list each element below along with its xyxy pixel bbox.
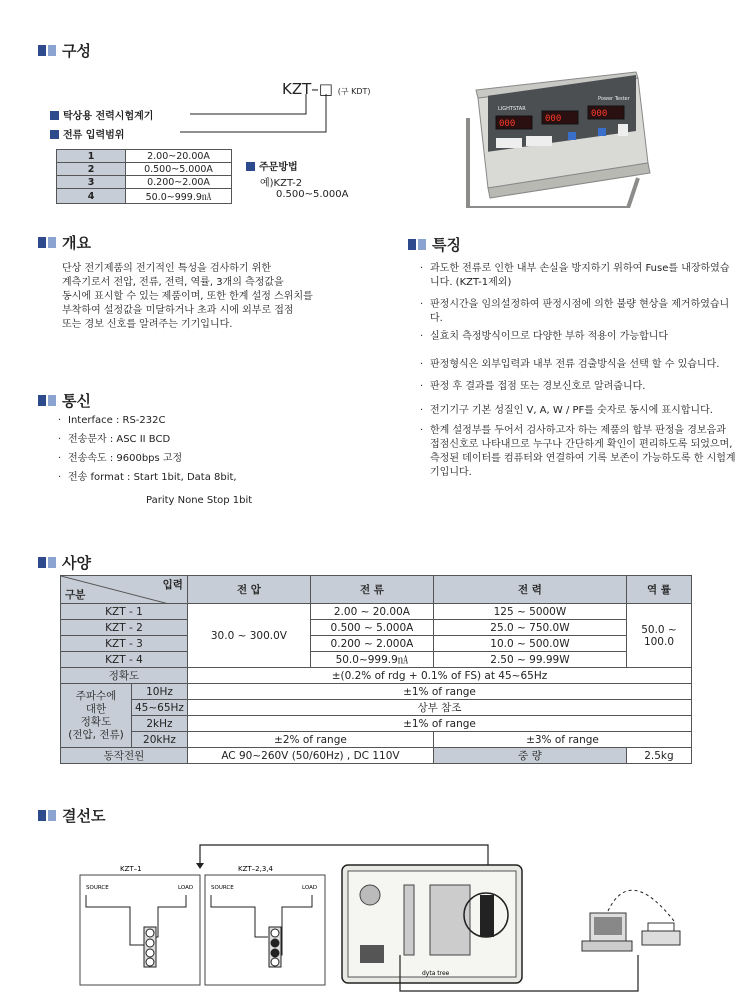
printer-icon: [642, 931, 680, 945]
freq-label-cell: 주파수에 대한 정확도 (전압, 전류): [61, 684, 132, 748]
source-text: SOURCE: [211, 885, 234, 891]
comm-list: [58, 414, 358, 485]
square-bullet-icon: [48, 557, 56, 568]
table-row: 20kHz ±2% of range ±3% of range: [61, 732, 692, 748]
order-example: 예)KZT-2: [260, 178, 303, 189]
box-bullet-icon: [50, 111, 59, 120]
table-row: 1 2.00~20.00A: [57, 150, 232, 163]
section-title-overview: 개요: [38, 232, 91, 253]
list-item: · 판정 후 결과를 접점 또는 경보신호로 알려줍니다.: [420, 380, 736, 394]
table-row: 동작전원 AC 90~260V (50/60Hz) , DC 110V 중 량 2.5kg: [61, 748, 692, 764]
device-photo: [458, 58, 658, 208]
features-list: [420, 262, 736, 485]
overview-text: 단상 전기제품의 전기적인 특성을 검사하기 위한 계측기로서 전압, 전류, 전력, 역률, 3개의 측정값을 동시에 표시할 수 있는 제품이며, 또한 한계 설정 스위치를 부착하여 설정값을 미달하거나 초과 시에 외부로 접점 또는 경보 신호를 알려주는 기기입니다.: [62, 263, 313, 330]
display-1: 000: [499, 119, 516, 129]
display-3: 000: [591, 109, 608, 119]
display-2: 000: [545, 114, 562, 124]
list-item: · Interface : RS-232C: [58, 414, 358, 428]
list-item: · 한계 설정부를 두어서 검사하고자 하는 제품의 합부 판정을 경보음과 접점신호로 나타내므로 누구나 간단하게 확인이 편리하도록 되었으며, 측정된 데이터를 컴퓨터와 연결하여 기록 보존이 가능하도록 한 시험계기입니다.: [420, 424, 736, 480]
list-item: · 전송문자 : ASC II BCD: [58, 433, 358, 447]
table-row: 2kHz ±1% of range: [61, 716, 692, 732]
table-row: 3 0.200~2.00A: [57, 176, 232, 189]
corner-cell: 입력 구분: [61, 576, 188, 604]
table-row: 주파수에 대한 정확도 (전압, 전류) 10Hz ±1% of range: [61, 684, 692, 700]
square-bullet-icon: [38, 237, 46, 248]
spec-table: [60, 575, 692, 764]
load-text: LOAD: [302, 885, 318, 891]
square-bullet-icon: [38, 810, 46, 821]
list-item: · 판정형식은 외부입력과 내부 전류 검출방식을 선택 할 수 있습니다.: [420, 358, 736, 372]
wiring-diagram: [70, 835, 730, 995]
source-text: SOURCE: [86, 885, 109, 891]
device-name-text: Power Tester: [598, 96, 630, 102]
square-bullet-icon: [48, 810, 56, 821]
list-item: · 전송속도 : 9600bps 고정: [58, 452, 358, 466]
square-bullet-icon: [38, 395, 46, 406]
square-bullet-icon: [48, 45, 56, 56]
list-item: · 전송 format : Start 1bit, Data 8bit,: [58, 471, 358, 485]
square-bullet-icon: [38, 557, 46, 568]
list-item: · 실효치 측정방식이므로 다양한 부하 적용이 가능합니다: [420, 330, 736, 344]
square-bullet-icon: [418, 239, 426, 250]
section-title-features: 특징: [408, 234, 461, 255]
model-code: KZT–□ (구 KDT): [282, 80, 371, 98]
device-brand-text: LIGHTSTAR: [498, 106, 526, 112]
square-bullet-icon: [48, 395, 56, 406]
range-table: [56, 149, 232, 204]
section-title-comm: 통신: [38, 390, 91, 411]
leader-lines: [180, 92, 330, 142]
comm-item-cont: Parity None Stop 1bit: [146, 495, 253, 506]
square-bullet-icon: [408, 239, 416, 250]
range-label: 전류 입력범위: [50, 126, 124, 141]
square-bullet-icon: [38, 45, 46, 56]
table-row: 정확도 ±(0.2% of rdg + 0.1% of FS) at 45~65Hz: [61, 668, 692, 684]
section-title-composition: 구성: [38, 40, 91, 61]
square-bullet-icon: [48, 237, 56, 248]
box2-label: KZT–2,3,4: [238, 865, 273, 873]
list-item: · 과도한 전류로 인한 내부 손실을 방지하기 위하여 Fuse를 내장하였습니다. (KZT-1제외): [420, 262, 736, 290]
table-row: 4 50.0~999.9㎁: [57, 189, 232, 204]
table-row: KZT - 4 50.0~999.9㎁ 2.50 ~ 99.99W: [61, 652, 692, 668]
section-title-spec: 사양: [38, 552, 91, 573]
list-item: · 판정시간을 임의설정하여 판정시점에 의한 불량 현상을 제거하였습니다.: [420, 298, 736, 326]
box-bullet-icon: [50, 130, 59, 139]
table-row: 입력 구분 전 압 전 류 전 력 역 률: [61, 576, 692, 604]
box1-label: KZT–1: [120, 865, 142, 873]
table-row: KZT - 1 30.0 ~ 300.0V 2.00 ~ 20.00A 125 ~ 5000W 50.0 ~ 100.0: [61, 604, 692, 620]
order-title: 주문방법: [246, 158, 298, 173]
table-row: KZT - 3 0.200 ~ 2.000A 10.0 ~ 500.0W: [61, 636, 692, 652]
table-row: 2 0.500~5.000A: [57, 163, 232, 176]
load-text: LOAD: [178, 885, 194, 891]
unit-name-text: dyta tree: [422, 970, 450, 977]
section-title-wiring: 결선도: [38, 805, 105, 826]
box-bullet-icon: [246, 162, 255, 171]
type-label: 탁상용 전력시험계기: [50, 107, 153, 122]
table-row: KZT - 2 0.500 ~ 5.000A 25.0 ~ 750.0W: [61, 620, 692, 636]
list-item: · 전기기구 기본 성질인 V, A, W / PF를 숫자로 동시에 표시합니다.: [420, 404, 736, 418]
table-row: 45~65Hz 상부 참조: [61, 700, 692, 716]
order-range: 0.500~5.000A: [276, 189, 349, 200]
